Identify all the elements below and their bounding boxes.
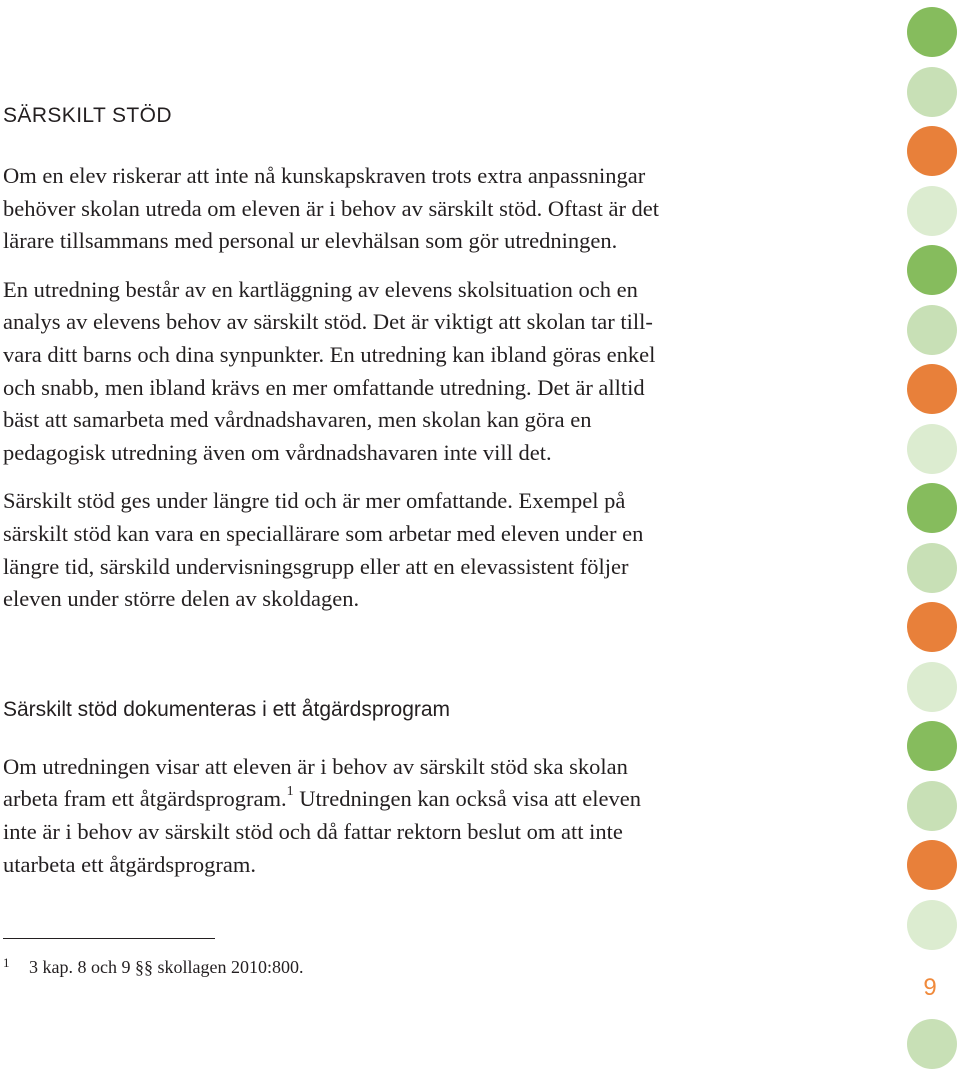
footnote-number: 1 — [3, 955, 10, 970]
text-line: Särskilt stöd ges under längre tid och är mer omfattande. Exempel på — [3, 488, 626, 514]
text-line: särskilt stöd kan vara en speciallärare som arbetar med eleven under en — [3, 520, 644, 546]
text-fragment: arbeta fram ett åtgärdsprogram. — [3, 786, 287, 812]
text-line: vara ditt barns och dina synpunkter. En utredning kan ibland göras enkel — [3, 341, 656, 367]
section-title: SÄRSKILT STÖD — [3, 104, 172, 127]
dot-pale-circle — [907, 186, 957, 236]
text-line — [3, 783, 763, 816]
dot-pale-circle — [907, 424, 957, 474]
dot-pale-circle — [907, 662, 957, 712]
dot-light-circle — [907, 67, 957, 117]
dot-pale-circle — [907, 900, 957, 950]
text-line: analys av elevens behov av särskilt stöd. Det är viktigt att skolan tar till- — [3, 309, 653, 335]
footnote-divider — [3, 938, 215, 939]
text-line: eleven under större delen av skoldagen. — [3, 586, 360, 612]
dot-light-circle — [907, 305, 957, 355]
text-line: längre tid, särskild undervisningsgrupp eller att en elevassistent följer — [3, 553, 629, 579]
dot-light-circle — [907, 1019, 957, 1069]
footnote-text: 3 kap. 8 och 9 §§ skollagen 2010:800. — [29, 957, 304, 977]
subsection-title: Särskilt stöd dokumenteras i ett åtgärdsprogram — [3, 697, 451, 721]
paragraph-action-program — [3, 751, 763, 881]
text-line: behöver skolan utreda om eleven är i behov av särskilt stöd. Oftast är det — [3, 195, 660, 221]
footnote — [3, 952, 303, 984]
text-line: bäst att samarbeta med vårdnadshavaren, men skolan kan göra en — [3, 407, 592, 433]
text-line: och snabb, men ibland krävs en mer omfattande utredning. Det är alltid — [3, 374, 645, 400]
text-line: En utredning består av en kartläggning av elevens skolsituation och en — [3, 276, 638, 302]
page-number: 9 — [923, 974, 937, 1001]
text-line: Om utredningen visar att eleven är i behov av särskilt stöd ska skolan — [3, 753, 628, 779]
text-line: inte är i behov av särskilt stöd och då fattar rektorn beslut om att inte — [3, 818, 623, 844]
text-fragment: Utredningen kan också visa att eleven — [293, 786, 642, 812]
dot-green-circle — [907, 483, 957, 533]
paragraph-investigation — [3, 274, 763, 470]
decorative-dot-column — [905, 0, 960, 1074]
dot-light-circle — [907, 543, 957, 593]
footnote-reference[interactable]: 1 — [286, 783, 294, 799]
dot-orange-circle — [907, 126, 957, 176]
dot-green-circle — [907, 721, 957, 771]
dot-green-circle — [907, 7, 957, 57]
text-line: pedagogisk utredning även om vårdnadshavaren inte vill det. — [3, 439, 552, 465]
paragraph-support-examples — [3, 485, 763, 615]
main-content — [3, 96, 763, 881]
text-line: utarbeta ett åtgärdsprogram. — [3, 851, 257, 877]
dot-orange-circle — [907, 364, 957, 414]
dot-green-circle — [907, 245, 957, 295]
paragraph-intro — [3, 160, 763, 258]
dot-orange-circle — [907, 602, 957, 652]
text-line: Om en elev riskerar att inte nå kunskapskraven trots extra anpassningar — [3, 163, 646, 188]
text-line: lärare tillsammans med personal ur elevhälsan som gör utredningen. — [3, 228, 618, 254]
dot-orange-circle — [907, 840, 957, 890]
dot-light-circle — [907, 781, 957, 831]
